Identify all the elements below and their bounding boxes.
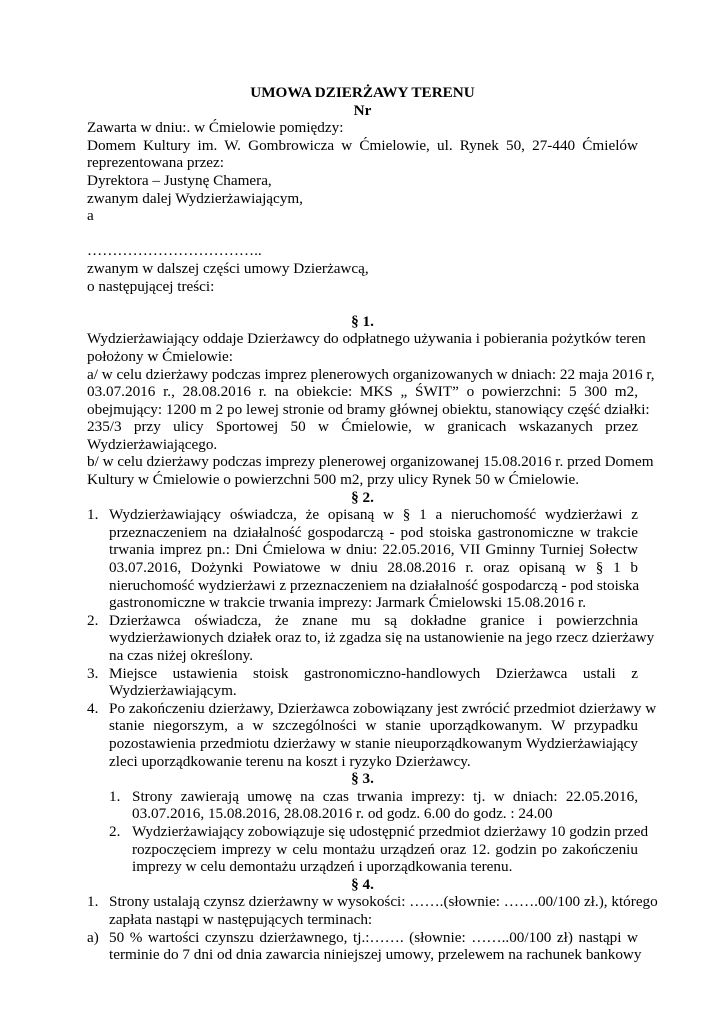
list-item (87, 893, 658, 928)
list-item (87, 928, 642, 964)
section-4-list (87, 893, 658, 964)
list-item-line: rozpoczęciem imprezy w celu montażu urządzeń oraz 12. godzin po zakończeniu (132, 840, 638, 858)
paragraph-line: Wydzierżawiający oddaje Dzierżawcy do odpłatnego używania i pobierania pożytków teren (87, 330, 646, 348)
list-item-number: 2. (109, 822, 121, 840)
list-item-line: Wydzierżawiający oświadcza, że opisaną w § 1 a nieruchomość wydzierżawi z (109, 506, 638, 524)
section-2 (87, 488, 657, 771)
list-item-number: 4. (87, 699, 99, 717)
list-item-number: 1. (87, 506, 99, 524)
list-item-line: Strony ustalają czynsz dzierżawny w wysokości: …….(słownie: …….00/100 zł.), którego (109, 893, 658, 911)
section-heading: § 4. (351, 875, 374, 893)
list-item-number: a) (87, 928, 99, 946)
section-2-list (87, 506, 657, 770)
list-item-line: zleci uporządkowanie terenu na koszt i ryzyko Dzierżawcy. (109, 752, 471, 770)
list-item-line: 03.07.2016, Dożynki Powiatowe w dniu 28.08.2016 r. oraz opisaną w § 1 b (109, 559, 638, 577)
list-item-line: terminie do 7 dni od dnia zawarcia niniejszej umowy, przelewem na rachunek bankowy (109, 946, 642, 964)
section-3-list (87, 787, 649, 876)
list-item (87, 665, 638, 700)
paragraph-line: 03.07.2016 r., 28.08.2016 r. na obiekcie: MKS „ ŚWIT” o powierzchni: 5 300 m2, (87, 383, 638, 401)
list-item-line: Wydzierżawiającym. (109, 682, 237, 700)
list-item-line: nieruchomość wydzierżawi z przeznaczeniem na działalność gospodarczą - pod stoiska (109, 576, 640, 594)
intro-line: zwanym w dalszej części umowy Dzierżawcą, (87, 259, 369, 277)
list-item-line: przeznaczeniem na działalność gospodarczą - pod stoiska gastronomiczne w trakcie (109, 523, 638, 541)
paragraph-line: położony w Ćmielowie: (87, 347, 233, 365)
list-item-line: na czas niżej określony. (109, 647, 254, 664)
intro-line: Domem Kultury im. W. Gombrowicza w Ćmielowie, ul. Rynek 50, 27-440 Ćmielów (87, 136, 638, 154)
intro-line: Dyrektora – Justynę Chamera, (87, 171, 272, 189)
list-item-line: pozostawienia przedmiotu dzierżawy w stanie nieuporządkowanym Wydzierżawiający (109, 734, 638, 752)
intro-line: reprezentowana przez: (87, 154, 225, 172)
intro-line: zwanym dalej Wydzierżawiającym, (87, 189, 303, 207)
list-item-line: zapłata nastąpi w następujących terminach: (109, 910, 373, 928)
list-item-line: imprezy w celu demontażu urządzeń i uporządkowania terenu. (132, 858, 513, 876)
section-3 (87, 770, 649, 876)
list-item (87, 822, 649, 876)
section-heading: § 2. (351, 488, 374, 506)
tenant-placeholder: …………………………….. (87, 242, 262, 260)
list-item-line: 03.07.2016, 15.08.2016, 28.08.2016 r. od godz. 6.00 do godz. : 24.00 (132, 805, 553, 823)
list-item-line: Dzierżawca oświadcza, że znane mu są dokładne granice i powierzchnia (109, 611, 638, 629)
paragraph-line: Kultury w Ćmielowie o powierzchni 500 m2, przy ulicy Rynek 50 w Ćmielowie. (87, 471, 580, 489)
list-item-line: Wydzierżawiający zobowiązuje się udostępnić przedmiot dzierżawy 10 godzin przed (132, 822, 649, 840)
list-item-line: wydzierżawionych działek oraz to, iż zgadza się na ustanowienie na jego rzecz dzierżawy (109, 629, 655, 647)
list-item-line: 50 % wartości czynszu dzierżawnego, tj.:……. (słownie: ……..00/100 zł) nastąpi w (109, 928, 638, 946)
list-item (87, 788, 638, 823)
list-item-line: stanie niegorszym, a w szczególności w stanie uporządkowanym. W przypadku (109, 717, 638, 735)
list-item-number: 1. (87, 893, 99, 911)
list-item-line: Po zakończeniu dzierżawy, Dzierżawca zobowiązany jest zwrócić przedmiot dzierżawy w (109, 699, 657, 717)
section-heading: § 3. (351, 770, 374, 788)
list-item-line: Miejsce ustawienia stoisk gastronomiczno-handlowych Dzierżawca ustali z (109, 664, 638, 682)
list-item (87, 611, 655, 665)
intro-line: a (87, 207, 94, 225)
list-item-line: gastronomiczne w trakcie trwania imprezy: Jarmark Ćmielowski 15.08.2016 r. (109, 594, 587, 612)
section-1 (87, 312, 655, 489)
contract-page (87, 84, 658, 964)
document-number: Nr (353, 101, 372, 119)
paragraph-line: 235/3 przy ulicy Sportowej 50 w Ćmielowie, w granicach wskazanych przez (87, 418, 638, 436)
section-heading: § 1. (351, 312, 374, 330)
paragraph-line: b/ w celu dzierżawy podczas imprezy plenerowej organizowanej 15.08.2016 r. przed Domem (87, 453, 654, 471)
list-item (87, 506, 638, 612)
document-title: UMOWA DZIERŻAWY TERENU (250, 84, 475, 101)
paragraph-line: obejmujący: 1200 m 2 po lewej stronie od bramy głównej obiektu, stanowiący część działki: (87, 400, 650, 418)
list-item-line: Strony zawierają umowę na czas trwania imprezy: tj. w dniach: 22.05.2016, (132, 787, 638, 805)
intro-section (87, 119, 638, 295)
intro-line: Zawarta w dniu:. w Ćmielowie pomiędzy: (87, 119, 344, 137)
list-item-number: 3. (87, 664, 99, 682)
list-item (87, 699, 657, 770)
paragraph-line: a/ w celu dzierżawy podczas imprez plenerowych organizowanych w dniach: 22 maja 2016 r, (87, 365, 655, 383)
section-4 (87, 875, 658, 964)
paragraph-line: Wydzierżawiającego. (87, 435, 218, 453)
list-item-number: 2. (87, 611, 99, 629)
intro-line: o następującej treści: (87, 277, 215, 295)
list-item-number: 1. (109, 787, 121, 805)
list-item-line: trwania imprez pn.: Dni Ćmielowa w dniu: 22.05.2016, VII Gminny Turniej Sołectw (109, 541, 638, 559)
